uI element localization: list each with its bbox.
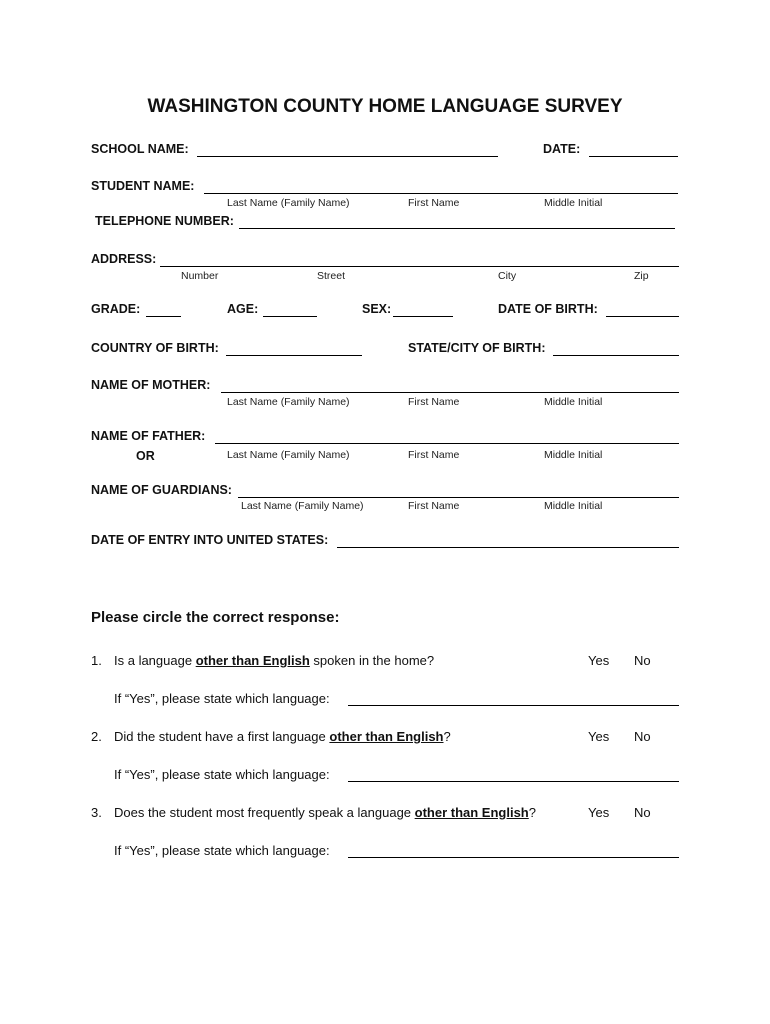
mother-last-sublabel: Last Name (Family Name) — [227, 396, 350, 408]
entry-date-label: DATE OF ENTRY INTO UNITED STATES: — [91, 533, 329, 547]
address-city-sublabel: City — [498, 270, 517, 282]
father-last-sublabel: Last Name (Family Name) — [227, 449, 350, 461]
mother-label: NAME OF MOTHER: — [91, 378, 211, 392]
father-middle-sublabel: Middle Initial — [544, 449, 603, 461]
question-2-yes[interactable]: Yes — [588, 729, 610, 744]
question-3-yes[interactable]: Yes — [588, 805, 610, 820]
date-field[interactable] — [589, 156, 678, 157]
question-1-number: 1. — [91, 653, 102, 668]
entry-date-field[interactable] — [337, 547, 679, 548]
telephone-field[interactable] — [239, 228, 675, 229]
age-label: AGE: — [227, 302, 259, 316]
mother-first-sublabel: First Name — [408, 396, 460, 408]
question-2-no[interactable]: No — [634, 729, 651, 744]
question-3-number: 3. — [91, 805, 102, 820]
student-name-label: STUDENT NAME: — [91, 179, 195, 193]
question-1-language-field[interactable] — [348, 705, 679, 706]
country-birth-label: COUNTRY OF BIRTH: — [91, 341, 219, 355]
state-birth-field[interactable] — [553, 355, 679, 356]
country-birth-field[interactable] — [226, 355, 362, 356]
dob-label: DATE OF BIRTH: — [498, 302, 598, 316]
question-1-yes[interactable]: Yes — [588, 653, 610, 668]
or-label: OR — [136, 449, 155, 463]
question-1-no[interactable]: No — [634, 653, 651, 668]
sex-field[interactable] — [393, 316, 453, 317]
mother-field[interactable] — [221, 392, 679, 393]
grade-field[interactable] — [146, 316, 181, 317]
student-last-sublabel: Last Name (Family Name) — [227, 197, 350, 209]
student-first-sublabel: First Name — [408, 197, 460, 209]
telephone-label: TELEPHONE NUMBER: — [95, 214, 234, 228]
question-3-followup: If “Yes”, please state which language: — [114, 843, 330, 858]
address-zip-sublabel: Zip — [634, 270, 649, 282]
sex-label: SEX: — [362, 302, 392, 316]
guardians-first-sublabel: First Name — [408, 500, 460, 512]
grade-label: GRADE: — [91, 302, 141, 316]
question-2-number: 2. — [91, 729, 102, 744]
question-1-followup: If “Yes”, please state which language: — [114, 691, 330, 706]
question-3-no[interactable]: No — [634, 805, 651, 820]
father-field[interactable] — [215, 443, 679, 444]
student-middle-sublabel: Middle Initial — [544, 197, 603, 209]
question-1-text: Is a language other than English spoken in the home? — [114, 653, 435, 668]
question-3-language-field[interactable] — [348, 857, 679, 858]
address-number-sublabel: Number — [181, 270, 219, 282]
mother-middle-sublabel: Middle Initial — [544, 396, 603, 408]
address-field[interactable] — [160, 266, 679, 267]
guardians-middle-sublabel: Middle Initial — [544, 500, 603, 512]
student-name-field[interactable] — [204, 193, 678, 194]
school-name-label: SCHOOL NAME: — [91, 142, 189, 156]
dob-field[interactable] — [606, 316, 679, 317]
question-2-followup: If “Yes”, please state which language: — [114, 767, 330, 782]
address-label: ADDRESS: — [91, 252, 157, 266]
question-2-text: Did the student have a first language other than English? — [114, 729, 451, 744]
father-label: NAME OF FATHER: — [91, 429, 206, 443]
address-street-sublabel: Street — [317, 270, 346, 282]
question-3-text: Does the student most frequently speak a language other than English? — [114, 805, 536, 820]
state-birth-label: STATE/CITY OF BIRTH: — [408, 341, 546, 355]
instructions-heading: Please circle the correct response: — [91, 609, 340, 626]
guardians-field[interactable] — [238, 497, 679, 498]
guardians-last-sublabel: Last Name (Family Name) — [241, 500, 364, 512]
father-first-sublabel: First Name — [408, 449, 460, 461]
age-field[interactable] — [263, 316, 317, 317]
date-label: DATE: — [543, 142, 581, 156]
page-title: WASHINGTON COUNTY HOME LANGUAGE SURVEY — [147, 96, 623, 117]
guardians-label: NAME OF GUARDIANS: — [91, 483, 232, 497]
question-2-language-field[interactable] — [348, 781, 679, 782]
school-name-field[interactable] — [197, 156, 498, 157]
